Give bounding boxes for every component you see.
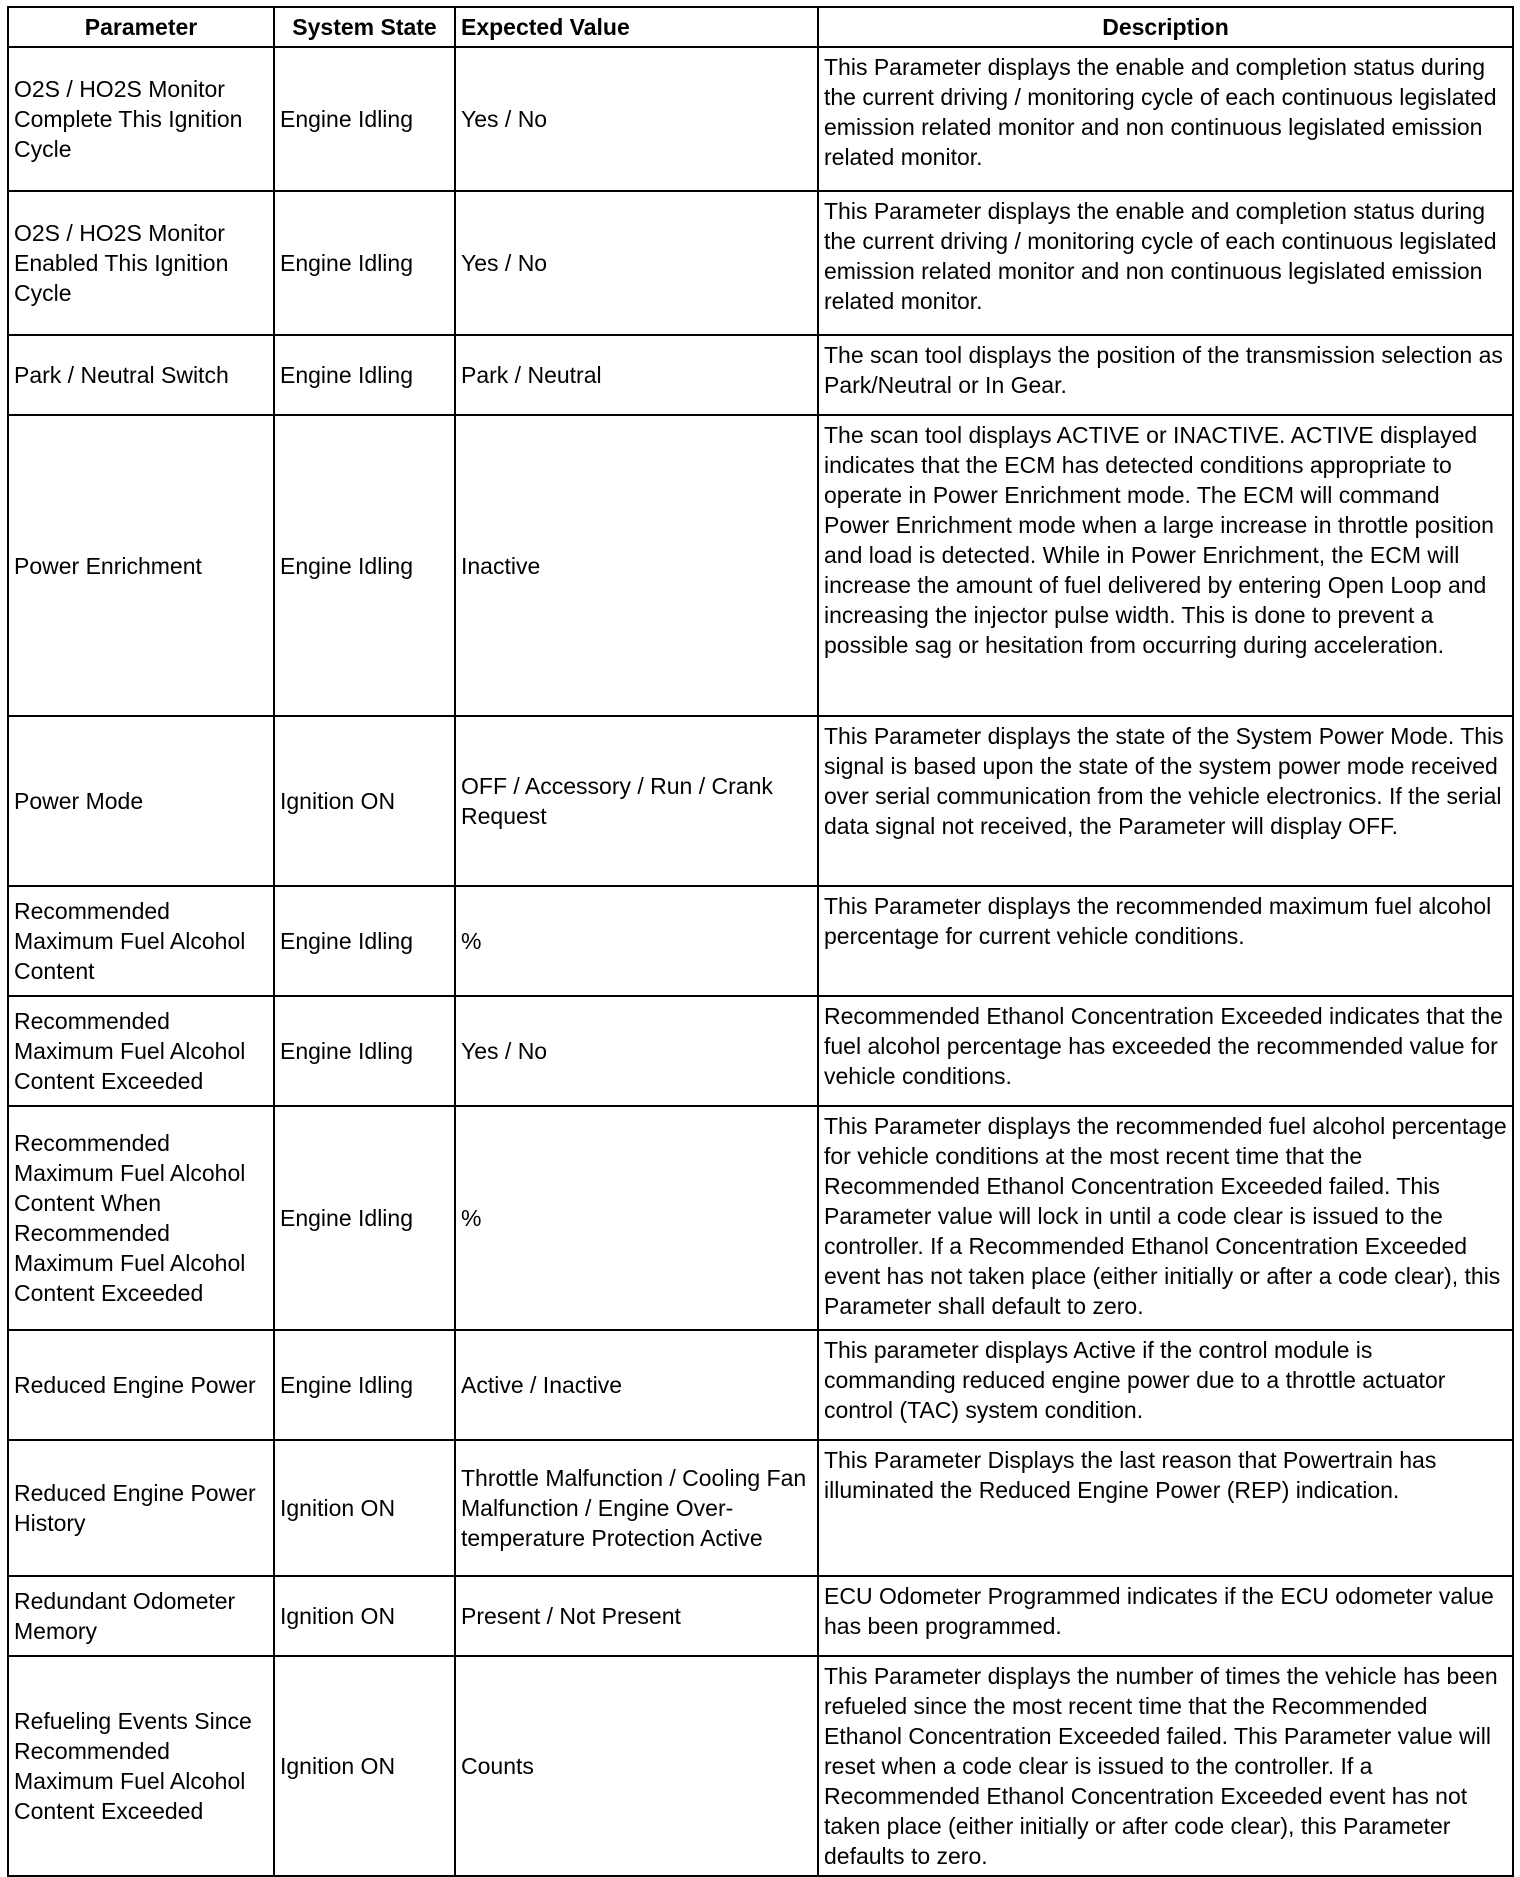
expected-value-cell: OFF / Accessory / Run / Crank Request bbox=[455, 716, 818, 886]
description-cell: ECU Odometer Programmed indicates if the ECU odometer value has been programmed. bbox=[818, 1576, 1513, 1656]
description-cell: This Parameter displays the enable and completion status during the current driving / monitoring cycle of each continuous legislated emission related monitor and non continuous legislated emission related monitor. bbox=[818, 47, 1513, 191]
description-cell: This Parameter displays the enable and completion status during the current driving / monitoring cycle of each continuous legislated emission related monitor and non continuous legislated emission related monitor. bbox=[818, 191, 1513, 335]
parameter-cell: Refueling Events Since Recommended Maximum Fuel Alcohol Content Exceeded bbox=[8, 1656, 274, 1876]
expected-value-cell: % bbox=[455, 1106, 818, 1330]
table-row bbox=[8, 415, 1513, 716]
expected-value-cell: Park / Neutral bbox=[455, 335, 818, 415]
system-state-cell: Engine Idling bbox=[274, 415, 455, 716]
expected-value-cell: Yes / No bbox=[455, 47, 818, 191]
table-row bbox=[8, 1440, 1513, 1576]
table-row bbox=[8, 1576, 1513, 1656]
table-row bbox=[8, 996, 1513, 1106]
system-state-cell: Engine Idling bbox=[274, 335, 455, 415]
description-cell: Recommended Ethanol Concentration Exceeded indicates that the fuel alcohol percentage has exceeded the recommended value for vehicle conditions. bbox=[818, 996, 1513, 1106]
expected-value-cell: Present / Not Present bbox=[455, 1576, 818, 1656]
description-cell: This Parameter displays the number of times the vehicle has been refueled since the most recent time that the Recommended Ethanol Concentration Exceeded failed. This Parameter value will reset when a code clear is issued to the controller. If a Recommended Ethanol Concentration Exceeded event has not taken place (either initially or after code clear), this Parameter defaults to zero. bbox=[818, 1656, 1513, 1876]
parameter-cell: Reduced Engine Power History bbox=[8, 1440, 274, 1576]
expected-value-cell: Throttle Malfunction / Cooling Fan Malfunction / Engine Over-temperature Protection Active bbox=[455, 1440, 818, 1576]
description-cell: The scan tool displays ACTIVE or INACTIVE. ACTIVE displayed indicates that the ECM has detected conditions appropriate to operate in Power Enrichment mode. The ECM will command Power Enrichment mode when a large increase in throttle position and load is detected. While in Power Enrichment, the ECM will increase the amount of fuel delivered by entering Open Loop and increasing the injector pulse width. This is done to prevent a possible sag or hesitation from occurring during acceleration. bbox=[818, 415, 1513, 716]
description-cell: The scan tool displays the position of the transmission selection as Park/Neutral or In Gear. bbox=[818, 335, 1513, 415]
expected-value-cell: Counts bbox=[455, 1656, 818, 1876]
expected-value-cell: Active / Inactive bbox=[455, 1330, 818, 1440]
expected-value-cell: Inactive bbox=[455, 415, 818, 716]
expected-value-cell: Yes / No bbox=[455, 996, 818, 1106]
header-description: Description bbox=[818, 7, 1513, 47]
parameter-cell: Power Enrichment bbox=[8, 415, 274, 716]
system-state-cell: Ignition ON bbox=[274, 1440, 455, 1576]
table-row bbox=[8, 716, 1513, 886]
parameter-cell: Recommended Maximum Fuel Alcohol Content Exceeded bbox=[8, 996, 274, 1106]
system-state-cell: Engine Idling bbox=[274, 1106, 455, 1330]
table-row bbox=[8, 1330, 1513, 1440]
system-state-cell: Ignition ON bbox=[274, 1656, 455, 1876]
header-expected-value: Expected Value bbox=[455, 7, 818, 47]
system-state-cell: Engine Idling bbox=[274, 47, 455, 191]
parameter-table bbox=[7, 6, 1514, 1877]
table-row bbox=[8, 1656, 1513, 1876]
table-row bbox=[8, 47, 1513, 191]
description-cell: This Parameter Displays the last reason that Powertrain has illuminated the Reduced Engine Power (REP) indication. bbox=[818, 1440, 1513, 1576]
system-state-cell: Ignition ON bbox=[274, 1576, 455, 1656]
expected-value-cell: % bbox=[455, 886, 818, 996]
parameter-cell: Reduced Engine Power bbox=[8, 1330, 274, 1440]
table-row bbox=[8, 1106, 1513, 1330]
parameter-cell: O2S / HO2S Monitor Enabled This Ignition Cycle bbox=[8, 191, 274, 335]
system-state-cell: Engine Idling bbox=[274, 191, 455, 335]
header-system-state: System State bbox=[274, 7, 455, 47]
parameter-cell: Recommended Maximum Fuel Alcohol Content bbox=[8, 886, 274, 996]
parameter-cell: Recommended Maximum Fuel Alcohol Content When Recommended Maximum Fuel Alcohol Content Exceeded bbox=[8, 1106, 274, 1330]
system-state-cell: Ignition ON bbox=[274, 716, 455, 886]
table-row bbox=[8, 335, 1513, 415]
table-row bbox=[8, 886, 1513, 996]
expected-value-cell: Yes / No bbox=[455, 191, 818, 335]
header-row bbox=[8, 7, 1513, 47]
parameter-cell: Power Mode bbox=[8, 716, 274, 886]
table-row bbox=[8, 191, 1513, 335]
description-cell: This parameter displays Active if the control module is commanding reduced engine power due to a throttle actuator control (TAC) system condition. bbox=[818, 1330, 1513, 1440]
system-state-cell: Engine Idling bbox=[274, 996, 455, 1106]
parameter-cell: Redundant Odometer Memory bbox=[8, 1576, 274, 1656]
parameter-cell: Park / Neutral Switch bbox=[8, 335, 274, 415]
description-cell: This Parameter displays the recommended fuel alcohol percentage for vehicle conditions at the most recent time that the Recommended Ethanol Concentration Exceeded failed. This Parameter value will lock in until a code clear is issued to the controller. If a Recommended Ethanol Concentration Exceeded event has not taken place (either initially or after a code clear), this Parameter shall default to zero. bbox=[818, 1106, 1513, 1330]
system-state-cell: Engine Idling bbox=[274, 886, 455, 996]
header-parameter: Parameter bbox=[8, 7, 274, 47]
description-cell: This Parameter displays the recommended maximum fuel alcohol percentage for current vehicle conditions. bbox=[818, 886, 1513, 996]
system-state-cell: Engine Idling bbox=[274, 1330, 455, 1440]
parameter-cell: O2S / HO2S Monitor Complete This Ignition Cycle bbox=[8, 47, 274, 191]
description-cell: This Parameter displays the state of the System Power Mode. This signal is based upon the state of the system power mode received over serial communication from the vehicle electronics. If the serial data signal not received, the Parameter will display OFF. bbox=[818, 716, 1513, 886]
